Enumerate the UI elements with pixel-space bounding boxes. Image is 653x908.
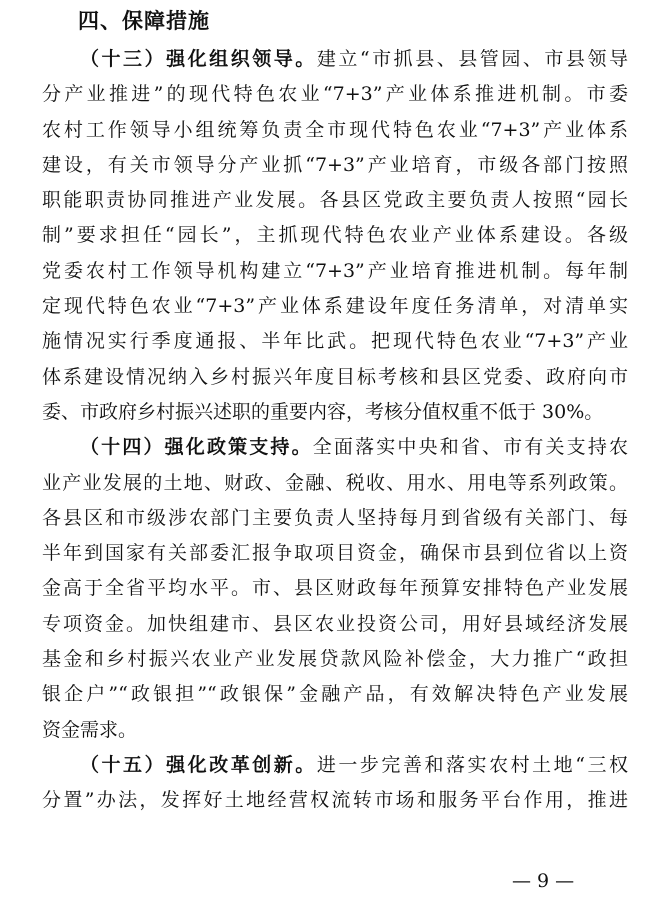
text-line: 专项资金。加快组建市、县区农业投资公司，用好县域经济发展 <box>42 612 628 635</box>
paragraph-14 <box>42 430 628 748</box>
paragraph-lead: （十三）强化组织领导。 <box>80 48 317 70</box>
text-line: 分产业推进”的现代特色农业“7+3”产业体系推进机制。市委 <box>42 83 628 106</box>
text-line: 施情况实行季度通报、半年比武。把现代特色农业“7+3”产业 <box>42 330 628 353</box>
text-line: 金高于全省平均水平。市、县区财政每年预算安排特色产业发展 <box>42 577 628 600</box>
text-line <box>42 42 628 77</box>
line-text: 建立“市抓县、县管园、市县领导 <box>316 48 628 70</box>
text-line: 银企户”“政银担”“政银保”金融产品，有效解决特色产业发展 <box>42 683 628 706</box>
text-line: 业产业发展的土地、财政、金融、税收、用水、用电等系列政策。 <box>42 471 628 494</box>
paragraph-lead: （十五）强化改革创新。 <box>80 753 317 776</box>
text-line: 分置”办法，发挥好土地经营权流转市场和服务平台作用，推进 <box>42 789 628 812</box>
line-text: 进一步完善和落实农村土地“三权 <box>316 753 628 776</box>
text-line <box>42 430 628 465</box>
text-line <box>42 748 628 783</box>
section-heading: 四、保障措施 <box>78 9 210 33</box>
text-line: 定现代特色农业“7+3”产业体系建设年度任务清单，对清单实 <box>42 295 628 318</box>
text-line: 委、市政府乡村振兴述职的重要内容，考核分值权重不低于 30%。 <box>42 400 604 423</box>
text-line: 半年到国家有关部委汇报争取项目资金，确保市县到位省以上资 <box>42 542 628 565</box>
text-line: 各县区和市级涉农部门主要负责人坚持每月到省级有关部门、每 <box>42 506 628 529</box>
text-line: 职能职责协同推进产业发展。各县区党政主要负责人按照“园长 <box>42 189 628 212</box>
text-line: 体系建设情况纳入乡村振兴年度目标考核和县区党委、政府向市 <box>42 365 628 388</box>
body-text <box>42 42 628 819</box>
text-line: 农村工作领导小组统筹负责全市现代特色农业“7+3”产业体系 <box>42 118 628 141</box>
text-line: 基金和乡村振兴农业产业发展贷款风险补偿金，大力推广“政担 <box>42 648 628 671</box>
paragraph-15 <box>42 748 628 819</box>
text-line: 资金需求。 <box>42 718 138 741</box>
line-text: 全面落实中央和省、市有关支持农 <box>312 436 628 459</box>
page-number: — 9 — <box>512 870 575 892</box>
text-line: 建设，有关市领导分产业抓“7+3”产业培育，市级各部门按照 <box>42 153 628 176</box>
paragraph-lead: （十四）强化政策支持。 <box>80 436 313 459</box>
paragraph-13 <box>42 42 628 430</box>
text-line: 制”要求担任“园长”，主抓现代特色农业产业体系建设。各级 <box>42 224 628 247</box>
text-line: 党委农村工作领导机构建立“7+3”产业培育推进机制。每年制 <box>42 259 628 282</box>
